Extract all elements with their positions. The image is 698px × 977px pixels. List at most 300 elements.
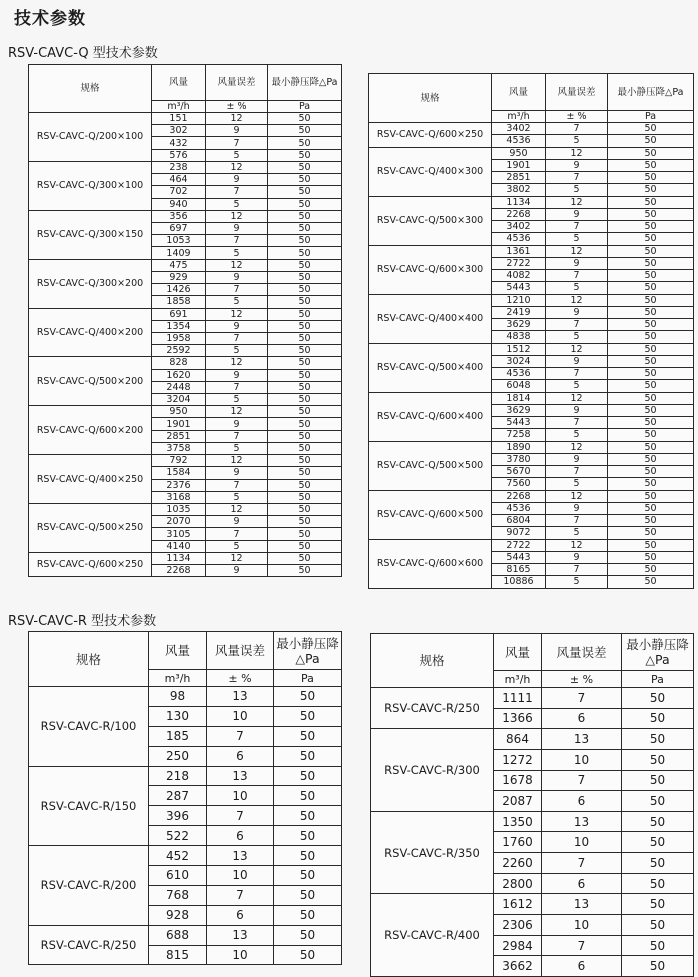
airflow-cell: 3629 bbox=[492, 404, 546, 416]
error-cell: 5 bbox=[546, 380, 608, 392]
spec-header: 规格 bbox=[29, 65, 152, 113]
spec-cell: RSV-CAVC-R/150 bbox=[29, 766, 149, 846]
airflow-cell: 1678 bbox=[494, 770, 542, 791]
airflow-cell: 4082 bbox=[492, 270, 546, 282]
pressure-cell: 50 bbox=[274, 945, 342, 965]
airflow-cell: 1409 bbox=[152, 247, 206, 259]
airflow-cell: 940 bbox=[152, 198, 206, 210]
error-cell: 12 bbox=[206, 552, 268, 564]
pressure-cell: 50 bbox=[608, 392, 694, 404]
table-row bbox=[29, 766, 342, 786]
airflow-cell: 475 bbox=[152, 259, 206, 271]
pressure-cell: 50 bbox=[268, 381, 342, 393]
pressure-cell: 50 bbox=[268, 540, 342, 552]
airflow-cell: 1901 bbox=[152, 418, 206, 430]
airflow-unit: m³/h bbox=[152, 101, 206, 113]
error-cell: 7 bbox=[542, 935, 622, 956]
error-cell: 13 bbox=[542, 894, 622, 915]
airflow-cell: 218 bbox=[149, 766, 207, 786]
spec-cell: RSV-CAVC-R/100 bbox=[29, 687, 149, 767]
error-cell: 7 bbox=[542, 770, 622, 791]
pressure-cell: 50 bbox=[268, 222, 342, 234]
table-row bbox=[369, 123, 694, 135]
pressure-cell: 50 bbox=[622, 688, 694, 709]
error-cell: 9 bbox=[206, 418, 268, 430]
error-cell: 10 bbox=[542, 915, 622, 936]
table-row bbox=[369, 441, 694, 453]
table-row bbox=[29, 406, 342, 418]
airflow-cell: 432 bbox=[152, 137, 206, 149]
pressure-unit: Pa bbox=[608, 111, 694, 123]
spec-cell: RSV-CAVC-Q/600×400 bbox=[369, 392, 492, 441]
table-row bbox=[29, 113, 342, 125]
error-cell: 12 bbox=[546, 147, 608, 159]
airflow-cell: 3402 bbox=[492, 123, 546, 135]
spec-cell: RSV-CAVC-Q/400×200 bbox=[29, 308, 152, 357]
spec-cell: RSV-CAVC-R/400 bbox=[371, 894, 494, 977]
pressure-cell: 50 bbox=[268, 186, 342, 198]
pressure-cell: 50 bbox=[622, 853, 694, 874]
airflow-cell: 2419 bbox=[492, 306, 546, 318]
airflow-cell: 1958 bbox=[152, 332, 206, 344]
airflow-cell: 1354 bbox=[152, 320, 206, 332]
airflow-unit: m³/h bbox=[494, 671, 542, 688]
pressure-cell: 50 bbox=[274, 766, 342, 786]
error-cell: 9 bbox=[206, 320, 268, 332]
table-row bbox=[29, 210, 342, 222]
error-cell: 12 bbox=[546, 245, 608, 257]
error-cell: 7 bbox=[206, 479, 268, 491]
error-cell: 7 bbox=[206, 332, 268, 344]
error-cell: 12 bbox=[206, 161, 268, 173]
pressure-cell: 50 bbox=[268, 516, 342, 528]
airflow-cell: 452 bbox=[149, 846, 207, 866]
pressure-cell: 50 bbox=[608, 453, 694, 465]
spec-cell: RSV-CAVC-Q/500×200 bbox=[29, 357, 152, 406]
pressure-header: 最小静压降△Pa bbox=[274, 632, 342, 670]
pressure-cell: 50 bbox=[608, 368, 694, 380]
airflow-cell: 250 bbox=[149, 746, 207, 766]
error-cell: 13 bbox=[542, 811, 622, 832]
pressure-cell: 50 bbox=[274, 687, 342, 707]
error-cell: 6 bbox=[207, 746, 274, 766]
table-row bbox=[369, 343, 694, 355]
airflow-cell: 1053 bbox=[152, 235, 206, 247]
pressure-cell: 50 bbox=[608, 441, 694, 453]
pressure-cell: 50 bbox=[608, 478, 694, 490]
airflow-cell: 238 bbox=[152, 161, 206, 173]
error-cell: 9 bbox=[546, 502, 608, 514]
table-row bbox=[29, 259, 342, 271]
error-cell: 5 bbox=[546, 331, 608, 343]
airflow-cell: 2306 bbox=[494, 915, 542, 936]
error-cell: 7 bbox=[206, 284, 268, 296]
airflow-cell: 2268 bbox=[492, 490, 546, 502]
spec-cell: RSV-CAVC-Q/600×250 bbox=[29, 552, 152, 576]
airflow-cell: 828 bbox=[152, 357, 206, 369]
airflow-cell: 688 bbox=[149, 925, 207, 945]
airflow-cell: 929 bbox=[152, 271, 206, 283]
pressure-cell: 50 bbox=[268, 271, 342, 283]
error-cell: 6 bbox=[207, 905, 274, 925]
pressure-cell: 50 bbox=[608, 172, 694, 184]
error-cell: 12 bbox=[206, 113, 268, 125]
error-cell: 9 bbox=[546, 453, 608, 465]
error-cell: 7 bbox=[206, 137, 268, 149]
airflow-cell: 1366 bbox=[494, 708, 542, 729]
error-cell: 6 bbox=[207, 826, 274, 846]
error-cell: 7 bbox=[542, 688, 622, 709]
airflow-cell: 5443 bbox=[492, 417, 546, 429]
airflow-cell: 3802 bbox=[492, 184, 546, 196]
r-left-table bbox=[28, 631, 342, 965]
pressure-cell: 50 bbox=[268, 161, 342, 173]
error-cell: 7 bbox=[546, 466, 608, 478]
airflow-cell: 2087 bbox=[494, 791, 542, 812]
error-cell: 5 bbox=[546, 576, 608, 588]
spec-cell: RSV-CAVC-Q/400×250 bbox=[29, 455, 152, 504]
airflow-cell: 691 bbox=[152, 308, 206, 320]
pressure-header: 最小静压降△Pa bbox=[622, 634, 694, 671]
airflow-cell: 1760 bbox=[494, 832, 542, 853]
error-cell: 7 bbox=[546, 172, 608, 184]
pressure-cell: 50 bbox=[608, 159, 694, 171]
error-cell: 9 bbox=[206, 222, 268, 234]
airflow-cell: 2268 bbox=[152, 565, 206, 577]
spec-header: 规格 bbox=[371, 634, 494, 688]
pressure-cell: 50 bbox=[622, 935, 694, 956]
airflow-cell: 9072 bbox=[492, 527, 546, 539]
error-cell: 7 bbox=[546, 515, 608, 527]
table-row bbox=[369, 147, 694, 159]
error-cell: 5 bbox=[546, 233, 608, 245]
airflow-cell: 1272 bbox=[494, 749, 542, 770]
table-row bbox=[29, 357, 342, 369]
airflow-header: 风量 bbox=[494, 634, 542, 671]
error-cell: 7 bbox=[546, 417, 608, 429]
error-unit: ± % bbox=[207, 670, 274, 687]
error-cell: 13 bbox=[542, 729, 622, 750]
airflow-cell: 1901 bbox=[492, 159, 546, 171]
error-cell: 5 bbox=[206, 247, 268, 259]
pressure-cell: 50 bbox=[622, 894, 694, 915]
airflow-cell: 302 bbox=[152, 125, 206, 137]
table-row bbox=[371, 688, 694, 709]
error-cell: 7 bbox=[546, 221, 608, 233]
airflow-cell: 1858 bbox=[152, 296, 206, 308]
spec-cell: RSV-CAVC-R/200 bbox=[29, 846, 149, 926]
pressure-unit: Pa bbox=[274, 670, 342, 687]
airflow-cell: 576 bbox=[152, 149, 206, 161]
error-cell: 10 bbox=[542, 749, 622, 770]
airflow-cell: 1512 bbox=[492, 343, 546, 355]
spec-cell: RSV-CAVC-Q/600×300 bbox=[369, 245, 492, 294]
error-cell: 7 bbox=[206, 528, 268, 540]
airflow-cell: 1134 bbox=[492, 196, 546, 208]
pressure-cell: 50 bbox=[608, 184, 694, 196]
pressure-cell: 50 bbox=[274, 925, 342, 945]
error-unit: ± % bbox=[206, 101, 268, 113]
pressure-cell: 50 bbox=[268, 308, 342, 320]
pressure-cell: 50 bbox=[608, 306, 694, 318]
pressure-cell: 50 bbox=[268, 528, 342, 540]
error-unit: ± % bbox=[546, 111, 608, 123]
q-section-title: RSV-CAVC-Q 型技术参数 bbox=[8, 46, 158, 61]
pressure-cell: 50 bbox=[608, 515, 694, 527]
error-cell: 9 bbox=[206, 565, 268, 577]
error-cell: 12 bbox=[546, 196, 608, 208]
error-cell: 5 bbox=[546, 184, 608, 196]
airflow-cell: 130 bbox=[149, 706, 207, 726]
airflow-cell: 8165 bbox=[492, 564, 546, 576]
airflow-cell: 3662 bbox=[494, 956, 542, 977]
pressure-unit: Pa bbox=[268, 101, 342, 113]
airflow-cell: 356 bbox=[152, 210, 206, 222]
airflow-cell: 928 bbox=[149, 905, 207, 925]
pressure-cell: 50 bbox=[268, 137, 342, 149]
airflow-cell: 10886 bbox=[492, 576, 546, 588]
page-title: 技术参数 bbox=[14, 9, 86, 29]
error-cell: 5 bbox=[206, 540, 268, 552]
airflow-cell: 1210 bbox=[492, 294, 546, 306]
pressure-cell: 50 bbox=[268, 125, 342, 137]
airflow-cell: 464 bbox=[152, 174, 206, 186]
airflow-cell: 1361 bbox=[492, 245, 546, 257]
r-right-table bbox=[370, 633, 694, 977]
pressure-cell: 50 bbox=[268, 442, 342, 454]
table-row bbox=[29, 308, 342, 320]
pressure-cell: 50 bbox=[274, 786, 342, 806]
spec-cell: RSV-CAVC-R/300 bbox=[371, 729, 494, 812]
airflow-cell: 4536 bbox=[492, 233, 546, 245]
error-header: 风量误差 bbox=[206, 65, 268, 101]
airflow-cell: 2070 bbox=[152, 516, 206, 528]
spec-cell: RSV-CAVC-Q/400×300 bbox=[369, 147, 492, 196]
error-cell: 9 bbox=[206, 174, 268, 186]
spec-cell: RSV-CAVC-Q/600×200 bbox=[29, 406, 152, 455]
pressure-cell: 50 bbox=[608, 404, 694, 416]
pressure-cell: 50 bbox=[274, 905, 342, 925]
error-cell: 7 bbox=[206, 186, 268, 198]
airflow-cell: 697 bbox=[152, 222, 206, 234]
error-cell: 12 bbox=[546, 343, 608, 355]
error-cell: 12 bbox=[206, 210, 268, 222]
airflow-cell: 1111 bbox=[494, 688, 542, 709]
error-cell: 12 bbox=[206, 259, 268, 271]
airflow-cell: 3758 bbox=[152, 442, 206, 454]
error-cell: 5 bbox=[546, 135, 608, 147]
error-cell: 12 bbox=[546, 539, 608, 551]
error-cell: 12 bbox=[206, 308, 268, 320]
pressure-cell: 50 bbox=[268, 149, 342, 161]
airflow-cell: 151 bbox=[152, 113, 206, 125]
pressure-cell: 50 bbox=[274, 885, 342, 905]
pressure-cell: 50 bbox=[622, 811, 694, 832]
error-cell: 9 bbox=[546, 208, 608, 220]
spec-cell: RSV-CAVC-Q/600×250 bbox=[369, 123, 492, 148]
pressure-cell: 50 bbox=[268, 113, 342, 125]
error-cell: 7 bbox=[546, 123, 608, 135]
airflow-cell: 3402 bbox=[492, 221, 546, 233]
error-cell: 5 bbox=[206, 198, 268, 210]
error-cell: 6 bbox=[542, 708, 622, 729]
error-cell: 5 bbox=[546, 429, 608, 441]
error-cell: 7 bbox=[546, 270, 608, 282]
error-cell: 5 bbox=[206, 296, 268, 308]
pressure-header: 最小静压降△Pa bbox=[608, 74, 694, 111]
error-cell: 10 bbox=[207, 945, 274, 965]
error-cell: 9 bbox=[206, 369, 268, 381]
spec-header: 规格 bbox=[29, 632, 149, 687]
spec-header: 规格 bbox=[369, 74, 492, 123]
table-row bbox=[29, 925, 342, 945]
spec-cell: RSV-CAVC-Q/200×100 bbox=[29, 113, 152, 162]
airflow-cell: 1620 bbox=[152, 369, 206, 381]
error-cell: 10 bbox=[207, 786, 274, 806]
airflow-cell: 2376 bbox=[152, 479, 206, 491]
airflow-cell: 7560 bbox=[492, 478, 546, 490]
pressure-cell: 50 bbox=[274, 866, 342, 886]
error-cell: 9 bbox=[206, 125, 268, 137]
airflow-cell: 4140 bbox=[152, 540, 206, 552]
pressure-cell: 50 bbox=[268, 320, 342, 332]
spec-cell: RSV-CAVC-Q/500×250 bbox=[29, 504, 152, 553]
error-cell: 12 bbox=[206, 455, 268, 467]
table-row bbox=[369, 294, 694, 306]
error-cell: 7 bbox=[546, 368, 608, 380]
pressure-cell: 50 bbox=[268, 296, 342, 308]
airflow-cell: 2851 bbox=[152, 430, 206, 442]
airflow-header: 风量 bbox=[149, 632, 207, 670]
airflow-cell: 2722 bbox=[492, 257, 546, 269]
airflow-cell: 287 bbox=[149, 786, 207, 806]
pressure-cell: 50 bbox=[608, 380, 694, 392]
airflow-cell: 2851 bbox=[492, 172, 546, 184]
airflow-cell: 2800 bbox=[494, 873, 542, 894]
pressure-cell: 50 bbox=[268, 332, 342, 344]
airflow-cell: 1426 bbox=[152, 284, 206, 296]
airflow-cell: 3024 bbox=[492, 355, 546, 367]
q-left-table bbox=[28, 64, 342, 577]
spec-cell: RSV-CAVC-R/350 bbox=[371, 811, 494, 894]
airflow-cell: 792 bbox=[152, 455, 206, 467]
error-cell: 5 bbox=[206, 149, 268, 161]
pressure-cell: 50 bbox=[622, 832, 694, 853]
pressure-cell: 50 bbox=[608, 551, 694, 563]
airflow-cell: 1584 bbox=[152, 467, 206, 479]
airflow-cell: 1035 bbox=[152, 504, 206, 516]
airflow-cell: 3780 bbox=[492, 453, 546, 465]
error-cell: 13 bbox=[207, 766, 274, 786]
spec-cell: RSV-CAVC-Q/500×400 bbox=[369, 343, 492, 392]
error-cell: 13 bbox=[207, 687, 274, 707]
pressure-cell: 50 bbox=[608, 527, 694, 539]
airflow-cell: 6804 bbox=[492, 515, 546, 527]
pressure-cell: 50 bbox=[268, 235, 342, 247]
airflow-cell: 5443 bbox=[492, 551, 546, 563]
error-cell: 5 bbox=[206, 345, 268, 357]
error-cell: 7 bbox=[206, 381, 268, 393]
pressure-cell: 50 bbox=[608, 147, 694, 159]
pressure-cell: 50 bbox=[268, 210, 342, 222]
airflow-cell: 4838 bbox=[492, 331, 546, 343]
airflow-cell: 950 bbox=[492, 147, 546, 159]
pressure-cell: 50 bbox=[268, 565, 342, 577]
error-cell: 7 bbox=[207, 806, 274, 826]
error-cell: 5 bbox=[206, 442, 268, 454]
table-row bbox=[371, 894, 694, 915]
airflow-cell: 815 bbox=[149, 945, 207, 965]
error-cell: 12 bbox=[206, 504, 268, 516]
error-cell: 7 bbox=[546, 319, 608, 331]
pressure-cell: 50 bbox=[608, 539, 694, 551]
pressure-cell: 50 bbox=[608, 257, 694, 269]
error-cell: 6 bbox=[542, 873, 622, 894]
spec-cell: RSV-CAVC-Q/500×300 bbox=[369, 196, 492, 245]
airflow-cell: 522 bbox=[149, 826, 207, 846]
table-row bbox=[29, 504, 342, 516]
pressure-cell: 50 bbox=[608, 355, 694, 367]
pressure-cell: 50 bbox=[608, 417, 694, 429]
q-right-table bbox=[368, 73, 694, 589]
airflow-cell: 396 bbox=[149, 806, 207, 826]
pressure-cell: 50 bbox=[268, 259, 342, 271]
airflow-cell: 7258 bbox=[492, 429, 546, 441]
pressure-cell: 50 bbox=[608, 490, 694, 502]
pressure-cell: 50 bbox=[608, 294, 694, 306]
airflow-unit: m³/h bbox=[149, 670, 207, 687]
airflow-cell: 4536 bbox=[492, 502, 546, 514]
pressure-cell: 50 bbox=[268, 406, 342, 418]
airflow-cell: 950 bbox=[152, 406, 206, 418]
pressure-cell: 50 bbox=[622, 749, 694, 770]
pressure-cell: 50 bbox=[268, 284, 342, 296]
airflow-cell: 1890 bbox=[492, 441, 546, 453]
table-row bbox=[29, 455, 342, 467]
error-header: 风量误差 bbox=[207, 632, 274, 670]
pressure-cell: 50 bbox=[268, 491, 342, 503]
pressure-cell: 50 bbox=[622, 708, 694, 729]
pressure-cell: 50 bbox=[274, 706, 342, 726]
r-section-title: RSV-CAVC-R 型技术参数 bbox=[8, 614, 157, 629]
table-row bbox=[369, 490, 694, 502]
pressure-cell: 50 bbox=[608, 123, 694, 135]
pressure-cell: 50 bbox=[608, 245, 694, 257]
table-row bbox=[29, 161, 342, 173]
error-cell: 7 bbox=[546, 564, 608, 576]
airflow-cell: 864 bbox=[494, 729, 542, 750]
airflow-cell: 3168 bbox=[152, 491, 206, 503]
airflow-header: 风量 bbox=[492, 74, 546, 111]
pressure-cell: 50 bbox=[268, 467, 342, 479]
error-cell: 12 bbox=[546, 441, 608, 453]
spec-cell: RSV-CAVC-Q/300×100 bbox=[29, 161, 152, 210]
pressure-cell: 50 bbox=[268, 357, 342, 369]
airflow-cell: 98 bbox=[149, 687, 207, 707]
airflow-cell: 1134 bbox=[152, 552, 206, 564]
pressure-cell: 50 bbox=[274, 726, 342, 746]
airflow-cell: 1814 bbox=[492, 392, 546, 404]
pressure-cell: 50 bbox=[608, 502, 694, 514]
error-cell: 12 bbox=[546, 392, 608, 404]
pressure-cell: 50 bbox=[268, 418, 342, 430]
pressure-cell: 50 bbox=[622, 729, 694, 750]
airflow-header: 风量 bbox=[152, 65, 206, 101]
airflow-cell: 2268 bbox=[492, 208, 546, 220]
pressure-cell: 50 bbox=[268, 174, 342, 186]
airflow-cell: 4536 bbox=[492, 135, 546, 147]
table-row bbox=[29, 687, 342, 707]
